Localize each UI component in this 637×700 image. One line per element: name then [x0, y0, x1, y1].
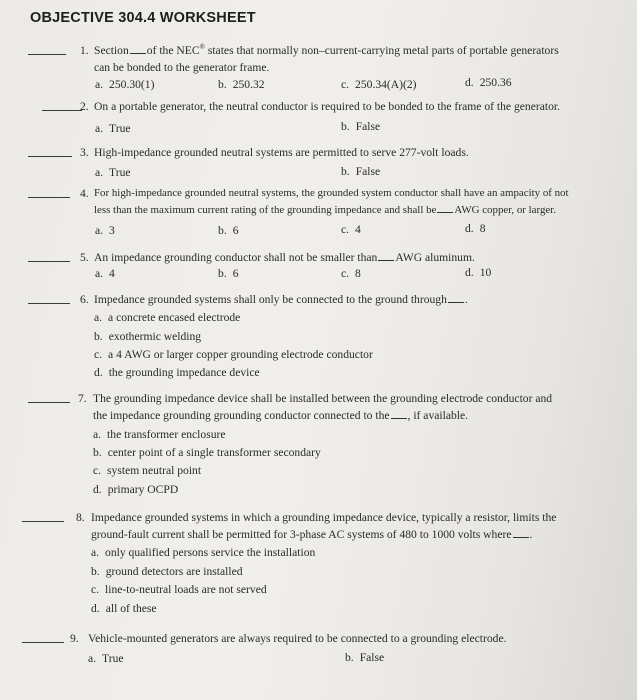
option-b[interactable] — [91, 563, 243, 580]
option-a[interactable] — [88, 650, 124, 667]
option-letter: d. — [465, 76, 474, 89]
option-text: 4 — [355, 223, 361, 236]
option-text: ground detectors are installed — [105, 565, 243, 578]
option-a[interactable] — [95, 76, 154, 93]
answer-blank-4[interactable] — [28, 197, 70, 198]
option-text: all of these — [105, 602, 157, 615]
option-a[interactable] — [93, 426, 226, 443]
option-b[interactable] — [345, 649, 384, 666]
question-number: 8. — [76, 511, 85, 524]
question-text-part: For high-impedance grounded neutral systems, the grounded system conductor shall have an ampacity of not — [94, 187, 569, 199]
answer-blank-2[interactable] — [42, 110, 82, 111]
option-text: a 4 AWG or larger copper grounding electrode conductor — [108, 348, 373, 361]
answer-blank-5[interactable] — [28, 261, 70, 262]
option-text: the transformer enclosure — [107, 428, 226, 441]
question-number: 5. — [80, 251, 89, 264]
option-a[interactable] — [95, 120, 131, 137]
question-text-part: of the NEC — [146, 44, 200, 57]
option-text: 4 — [109, 267, 115, 280]
option-text: a concrete encased electrode — [108, 311, 241, 324]
option-letter: b. — [341, 120, 350, 133]
option-text: 250.36 — [479, 76, 512, 89]
question-number: 9. — [70, 632, 79, 645]
question-text — [94, 249, 594, 266]
option-letter: b. — [91, 565, 100, 578]
question-text — [91, 509, 611, 543]
option-b[interactable] — [218, 222, 239, 239]
option-text: exothermic welding — [108, 330, 202, 343]
question-text-part: . — [529, 528, 533, 541]
option-letter: c. — [94, 348, 103, 361]
option-letter: c. — [341, 267, 350, 280]
option-b[interactable] — [341, 163, 380, 180]
question-number: 2. — [80, 100, 89, 113]
option-text: False — [359, 651, 385, 664]
option-letter: a. — [94, 311, 103, 324]
question-text-part: Impedance grounded systems in which a grounding impedance device, typically a resistor, limits the — [91, 511, 557, 524]
answer-blank-6[interactable] — [28, 303, 70, 304]
question-text-part: An impedance grounding conductor shall not be smaller than — [94, 251, 378, 264]
question-number: 7. — [78, 392, 87, 405]
option-b[interactable] — [218, 265, 239, 282]
option-letter: b. — [218, 224, 227, 237]
option-d[interactable] — [465, 220, 486, 237]
answer-blank-3[interactable] — [28, 156, 72, 157]
option-letter: d. — [465, 222, 474, 235]
option-text: 8 — [355, 267, 361, 280]
question-text — [94, 42, 594, 76]
answer-blank-8[interactable] — [22, 521, 64, 522]
option-a[interactable] — [95, 164, 131, 181]
option-text: 6 — [232, 267, 239, 280]
answer-blank-9[interactable] — [22, 642, 64, 643]
option-d[interactable] — [93, 481, 178, 498]
question-text-part: . — [464, 293, 468, 306]
option-d[interactable] — [94, 364, 260, 381]
option-c[interactable] — [94, 346, 373, 363]
answer-blank-1[interactable] — [28, 54, 66, 55]
option-c[interactable] — [341, 265, 361, 282]
option-letter: c. — [341, 223, 350, 236]
option-letter: a. — [95, 166, 104, 179]
option-letter: a. — [95, 122, 104, 135]
option-c[interactable] — [91, 581, 267, 598]
option-letter: a. — [88, 652, 97, 665]
option-c[interactable] — [341, 221, 361, 238]
option-text: the grounding impedance device — [108, 366, 260, 379]
option-letter: a. — [95, 267, 104, 280]
option-text: primary OCPD — [107, 483, 179, 496]
option-letter: c. — [91, 583, 100, 596]
option-b[interactable] — [93, 444, 321, 461]
question-text-part: AWG aluminum. — [395, 251, 475, 264]
option-a[interactable] — [95, 222, 115, 239]
question-text-part: the impedance grounding grounding conductor connected to the — [93, 409, 390, 422]
option-letter: d. — [94, 366, 103, 379]
question-text: On a portable generator, the neutral conductor is required to be bonded to the frame of the generator. — [94, 100, 561, 113]
option-a[interactable] — [94, 309, 240, 326]
option-text: 6 — [232, 224, 239, 237]
question-text-part: The grounding impedance device shall be installed between the grounding electrode conductor and — [93, 392, 553, 405]
fill-in-blank[interactable] — [130, 43, 146, 54]
option-text: False — [355, 120, 381, 133]
question-text-part: , if available. — [407, 409, 469, 422]
fill-in-blank[interactable] — [391, 408, 407, 419]
option-text: False — [355, 165, 381, 178]
option-letter: a. — [95, 78, 104, 91]
question-text — [93, 390, 593, 424]
option-letter: d. — [91, 602, 100, 615]
option-text: center point of a single transformer secondary — [107, 446, 321, 459]
option-letter: d. — [93, 483, 102, 496]
option-letter: c. — [93, 464, 102, 477]
option-b[interactable] — [218, 76, 265, 93]
option-letter: b. — [93, 446, 102, 459]
option-letter: d. — [465, 266, 474, 279]
fill-in-blank[interactable] — [437, 202, 453, 213]
option-text: 250.34(A)(2) — [355, 78, 417, 91]
question-text-part: can be bonded to the generator frame. — [94, 61, 270, 74]
option-text: system neutral point — [107, 464, 202, 477]
option-text: 10 — [479, 266, 492, 279]
question-number: 1. — [80, 44, 89, 57]
question-text-part: ground-fault current shall be permitted for 3-phase AC systems of 480 to 1000 volts where — [91, 528, 512, 541]
option-letter: b. — [345, 651, 354, 664]
question-text-part: Section — [94, 44, 129, 57]
option-text: 250.32 — [232, 78, 265, 91]
question-text-part: states that normally non–current-carrying metal parts of portable generators — [204, 44, 559, 57]
option-letter: b. — [218, 78, 227, 91]
option-letter: a. — [91, 546, 100, 559]
option-c[interactable] — [341, 76, 417, 93]
worksheet-title: OBJECTIVE 304.4 WORKSHEET — [30, 10, 256, 26]
answer-blank-7[interactable] — [28, 402, 70, 403]
option-text: only qualified persons service the installation — [105, 546, 316, 559]
question-text-part: AWG copper, or larger. — [454, 204, 556, 216]
option-letter: b. — [94, 330, 103, 343]
option-b[interactable] — [341, 118, 380, 135]
fill-in-blank[interactable] — [378, 250, 394, 261]
question-number: 4. — [80, 187, 89, 200]
option-b[interactable] — [94, 328, 201, 345]
option-text: True — [102, 652, 124, 665]
question-text: High-impedance grounded neutral systems are permitted to serve 277-volt loads. — [94, 146, 469, 159]
option-a[interactable] — [95, 265, 115, 282]
option-text: line-to-neutral loads are not served — [105, 583, 267, 596]
question-text — [94, 291, 594, 308]
registered-mark: ® — [199, 43, 205, 52]
option-text: True — [109, 122, 131, 135]
fill-in-blank[interactable] — [448, 292, 464, 303]
option-d[interactable] — [465, 74, 512, 91]
option-d[interactable] — [465, 264, 491, 281]
option-text: 3 — [109, 224, 115, 237]
question-text-part: Impedance grounded systems shall only be connected to the ground through — [94, 293, 447, 306]
option-c[interactable] — [93, 462, 201, 479]
question-text — [94, 185, 614, 219]
option-text: 250.30(1) — [109, 78, 155, 91]
option-a[interactable] — [91, 544, 315, 561]
option-letter: c. — [341, 78, 350, 91]
option-d[interactable] — [91, 600, 157, 617]
question-text: Vehicle-mounted generators are always required to be connected to a grounding electrode. — [88, 632, 507, 645]
option-letter: a. — [95, 224, 104, 237]
option-text: 8 — [479, 222, 486, 235]
question-text-part: less than the maximum current rating of the grounding impedance and shall be — [94, 204, 437, 216]
option-letter: b. — [218, 267, 227, 280]
option-letter: a. — [93, 428, 102, 441]
question-number: 3. — [80, 146, 89, 159]
option-letter: b. — [341, 165, 350, 178]
fill-in-blank[interactable] — [513, 527, 529, 538]
question-number: 6. — [80, 293, 89, 306]
option-text: True — [109, 166, 131, 179]
